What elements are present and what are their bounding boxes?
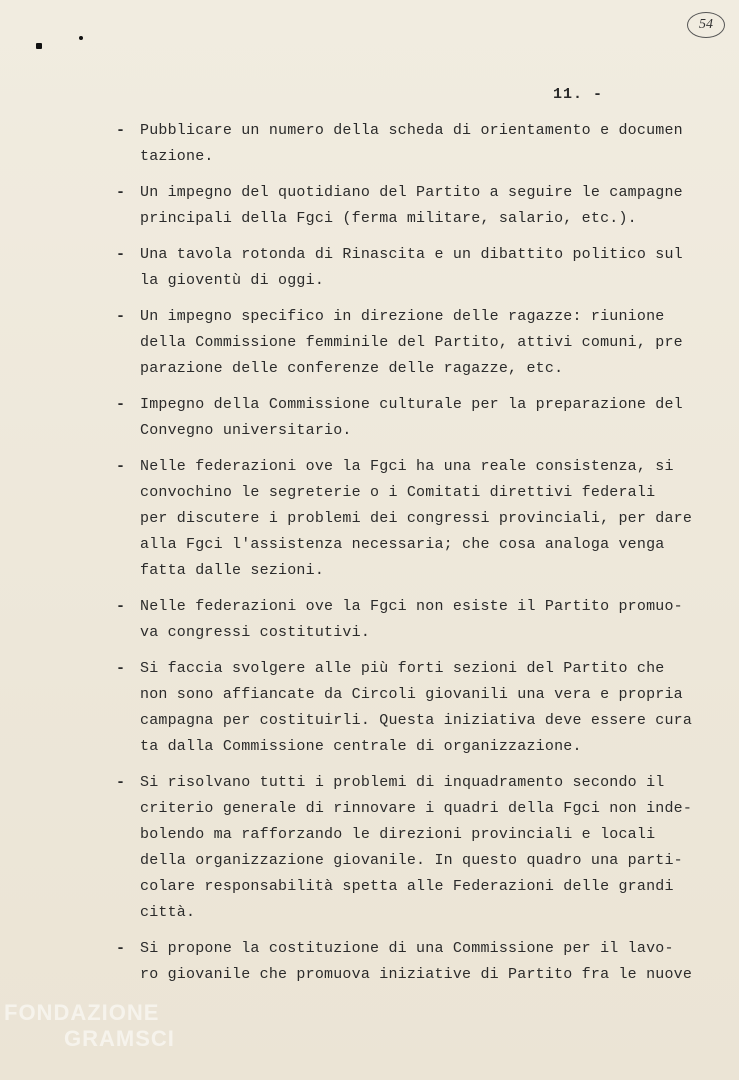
item-line: Convegno universitario. <box>140 422 352 439</box>
item-line: Un impegno specifico in direzione delle ragazze: riunione <box>140 308 665 325</box>
item-line: Un impegno del quotidiano del Partito a seguire le campagne <box>140 184 683 201</box>
item-line: per discutere i problemi dei congressi provinciali, per dare <box>140 510 693 527</box>
item-line: della organizzazione giovanile. In questo quadro una parti- <box>140 852 683 869</box>
list-item <box>116 304 686 382</box>
list-item <box>116 180 686 232</box>
item-line: Una tavola rotonda di Rinascita e un dibattito politico sul <box>140 246 683 263</box>
item-line: Si faccia svolgere alle più forti sezioni del Partito che <box>140 660 665 677</box>
bullet-dash: - <box>116 184 126 201</box>
item-line: colare responsabilità spetta alle Federazioni delle grandi <box>140 878 674 895</box>
ink-mark <box>79 36 83 40</box>
item-line: Impegno della Commissione culturale per la preparazione del <box>140 396 683 413</box>
item-line: Nelle federazioni ove la Fgci ha una reale consistenza, si <box>140 458 674 475</box>
bullet-dash: - <box>116 308 126 325</box>
watermark-line: GRAMSCI <box>64 1026 175 1051</box>
list-item <box>116 392 686 444</box>
item-line: Si risolvano tutti i problemi di inquadramento secondo il <box>140 774 665 791</box>
bullet-dash: - <box>116 458 126 475</box>
item-line: alla Fgci l'assistenza necessaria; che cosa analoga venga <box>140 536 665 553</box>
list-item <box>116 656 693 760</box>
list-item <box>116 454 693 584</box>
bullet-dash: - <box>116 598 126 615</box>
item-line: bolendo ma rafforzando le direzioni provinciali e locali <box>140 826 656 843</box>
bullet-dash: - <box>116 122 126 139</box>
item-line: Si propone la costituzione di una Commissione per il lavo- <box>140 940 674 957</box>
item-line: parazione delle conferenze delle ragazze, etc. <box>140 360 564 377</box>
list-item <box>116 770 693 926</box>
item-line: campagna per costituirli. Questa iniziativa deve essere cura <box>140 712 693 729</box>
item-list <box>116 118 693 998</box>
bullet-dash: - <box>116 660 126 677</box>
item-line: ro giovanile che promuova iniziative di Partito fra le nuove <box>140 966 693 983</box>
list-item <box>116 936 693 988</box>
item-line: non sono affiancate da Circoli giovanili una vera e propria <box>140 686 683 703</box>
item-line: ta dalla Commissione centrale di organizzazione. <box>140 738 582 755</box>
list-item <box>116 242 686 294</box>
item-line: Pubblicare un numero della scheda di orientamento e documen <box>140 122 683 139</box>
item-line: principali della Fgci (ferma militare, salario, etc.). <box>140 210 637 227</box>
archive-number: 54 <box>687 12 725 38</box>
watermark <box>4 1000 175 1052</box>
item-line: convochino le segreterie o i Comitati direttivi federali <box>140 484 656 501</box>
list-item <box>116 594 686 646</box>
item-line: la gioventù di oggi. <box>140 272 325 289</box>
page-number: 11. - <box>553 86 604 103</box>
bullet-dash: - <box>116 940 126 957</box>
item-line: della Commissione femminile del Partito, attivi comuni, pre <box>140 334 683 351</box>
watermark-line: FONDAZIONE <box>4 1000 160 1025</box>
bullet-dash: - <box>116 774 126 791</box>
item-line: città. <box>140 904 196 921</box>
item-line: va congressi costitutivi. <box>140 624 371 641</box>
ink-mark <box>36 43 42 49</box>
list-item <box>116 118 686 170</box>
item-line: fatta dalle sezioni. <box>140 562 325 579</box>
bullet-dash: - <box>116 396 126 413</box>
bullet-dash: - <box>116 246 126 263</box>
item-line: tazione. <box>140 148 214 165</box>
item-line: criterio generale di rinnovare i quadri della Fgci non inde- <box>140 800 693 817</box>
item-line: Nelle federazioni ove la Fgci non esiste il Partito promuo- <box>140 598 683 615</box>
